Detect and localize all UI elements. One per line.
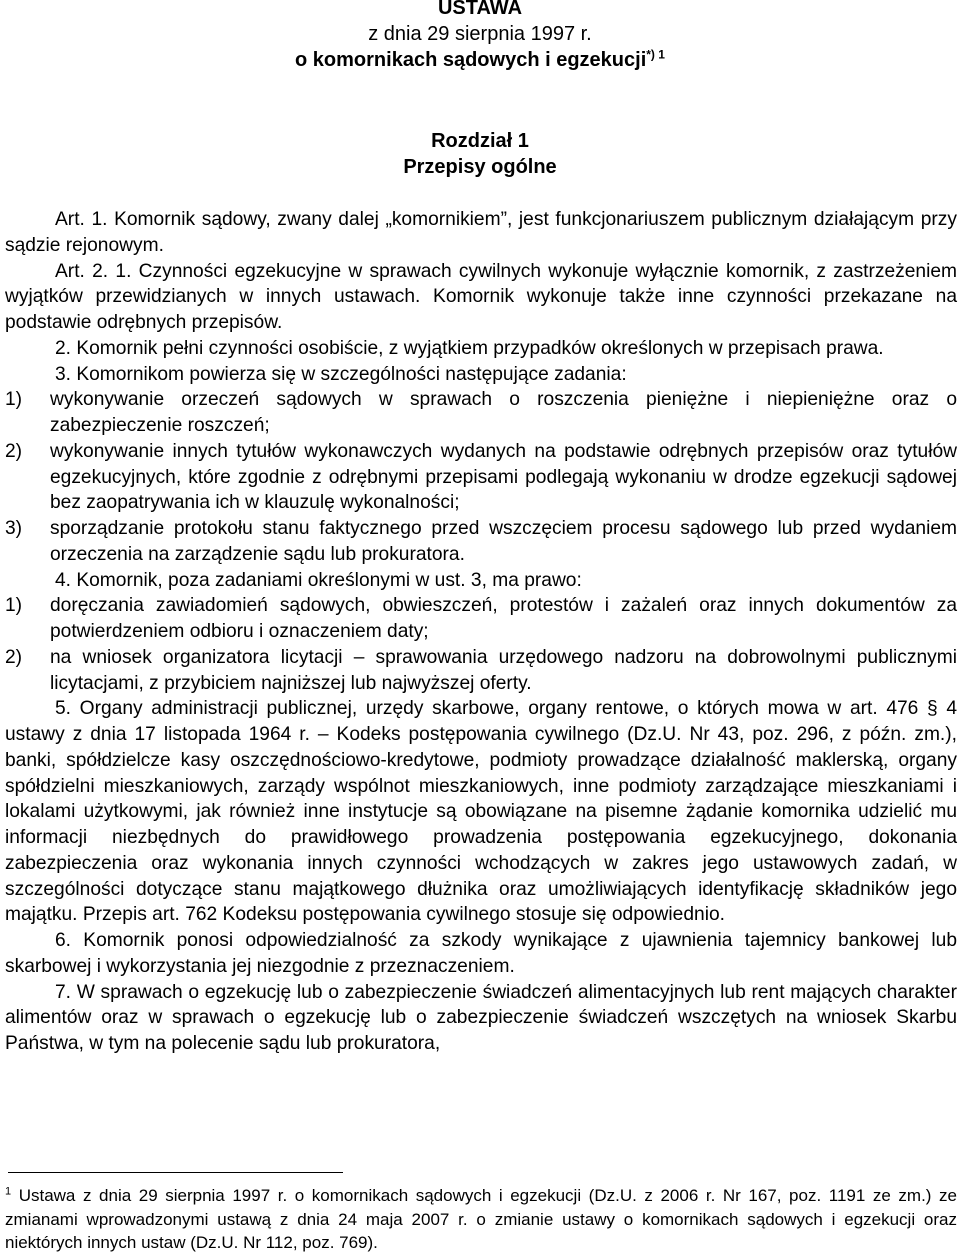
list-item	[5, 645, 957, 697]
title-footnote-mark: *) 1	[646, 47, 665, 62]
list-item-number: 2)	[5, 646, 23, 668]
list-item	[5, 387, 957, 439]
footnote-text: Ustawa z dnia 29 sierpnia 1997 r. o komornikach sądowych i egzekucji (Dz.U. z 2006 r. Nr 167, poz. 1191 ze zm.) ze zmianami wprowadzonymi ustawą z dnia 24 maja 2007 r. o zmianie ustawy o komornikach sądowych i egzekucji oraz niektórych innych ustaw (Dz.U. Nr 112, poz. 769).	[5, 1186, 957, 1252]
list-item-text: wykonywanie innych tytułów wykonawczych wydanych na podstawie odrębnych przepisów oraz tytułów egzekucyjnych, które zgodnie z odrębnymi przepisami podlegają wykonaniu w drodze egzekucji sądowej bez zaopatrywania ich w klauzulę wykonalności;	[50, 440, 957, 514]
act-title	[0, 47, 960, 73]
article-2-para-1: Art. 2. 1. Czynności egzekucyjne w sprawach cywilnych wykonuje wyłącznie komornik, z zastrzeżeniem wyjątków przewidzianych w innych ustawach. Komornik wykonuje także inne czynności przekazane na podstawie odrębnych przepisów.	[5, 260, 957, 333]
list-item-text: doręczania zawiadomień sądowych, obwieszczeń, protestów i zażaleń oraz innych dokumentów za potwierdzeniem odbioru i oznaczeniem daty;	[50, 595, 957, 642]
footnote	[5, 1184, 957, 1255]
list-item	[5, 516, 957, 568]
list-item-number: 1)	[5, 595, 23, 617]
article-2-para-6: 6. Komornik ponosi odpowiedzialność za szkody wynikające z ujawnienia tajemnicy bankowej lub skarbowej i wykorzystania jej niezgodnie z przeznaczeniem.	[5, 930, 957, 977]
act-title-text: o komornikach sądowych i egzekucji	[295, 49, 647, 71]
article-2-para-2: 2. Komornik pełni czynności osobiście, z wyjątkiem przypadków określonych w przepisach prawa.	[55, 337, 884, 359]
list-item-text: wykonywanie orzeczeń sądowych w sprawach o roszczenia pieniężne i niepieniężne oraz o zabezpieczenie roszczeń;	[50, 389, 957, 436]
document-body	[5, 207, 957, 1057]
chapter-name: Przepisy ogólne	[403, 156, 557, 178]
article-2-para-5: 5. Organy administracji publicznej, urzędy skarbowe, organy rentowe, o których mowa w art. 476 § 4 ustawy z dnia 17 listopada 1964 r. – Kodeks postępowania cywilnego (Dz.U. Nr 43, poz. 296, z późn. zm.), banki, spółdzielcze kasy oszczędnościowo-kredytowe, podmioty prowadzące działalność maklerską, organy spółdzielni mieszkaniowych, zarządy wspólnot mieszkaniowych, inne podmioty zarządzające mieszkaniami i lokalami użytkowymi, jak również inne instytucje są obowiązane na pisemne żądanie komornika udzielić mu informacji niezbędnych do prawidłowego prowadzenia postępowania egzekucyjnego, dokonania zabezpieczenia oraz wykonania innych czynności wchodzących w zakres jego ustawowych zadań, w szczególności dotyczące stanu majątkowego dłużnika oraz umożliwiających identyfikację składników jego majątku. Przepis art. 762 Kodeksu postępowania cywilnego stosuje się odpowiednio.	[5, 698, 957, 926]
footnote-separator	[8, 1172, 343, 1173]
list-item-number: 2)	[5, 440, 23, 462]
list-item-text: na wniosek organizatora licytacji – sprawowania urzędowego nadzoru na dobrowolnymi publicznymi licytacjami, z przybiciem najniższej lub najwyższej oferty.	[50, 646, 957, 694]
list-item	[5, 439, 957, 516]
article-2-para-3: 3. Komornikom powierza się w szczególności następujące zadania:	[55, 363, 627, 385]
article-1: Art. 1. Komornik sądowy, zwany dalej „komornikiem”, jest funkcjonariuszem publicznym działającym przy sądzie rejonowym.	[5, 209, 957, 256]
chapter-heading	[0, 128, 960, 180]
article-2-para-7: 7. W sprawach o egzekucję lub o zabezpieczenie świadczeń alimentacyjnych lub rent mających charakter alimentów oraz w sprawach o egzekucję lub o zabezpieczenie świadczeń wszczętych na wniosek Skarbu Państwa, w tym na polecenie sądu lub prokuratora,	[5, 981, 957, 1054]
act-type: USTAWA	[437, 0, 523, 19]
act-date: z dnia 29 sierpnia 1997 r.	[368, 23, 592, 45]
act-header	[0, 0, 960, 73]
list-item-text: sporządzanie protokołu stanu faktycznego przed wszczęciem procesu sądowego lub przed wydaniem orzeczenia na zarządzenie sądu lub prokuratora.	[50, 518, 957, 565]
list-item-number: 3)	[5, 518, 23, 539]
list-item	[5, 593, 957, 645]
list-item-number: 1)	[5, 389, 23, 411]
footnote-mark: 1	[5, 1185, 12, 1198]
article-2-para-4: 4. Komornik, poza zadaniami określonymi w ust. 3, ma prawo:	[55, 569, 582, 591]
chapter-number: Rozdział 1	[431, 130, 529, 152]
